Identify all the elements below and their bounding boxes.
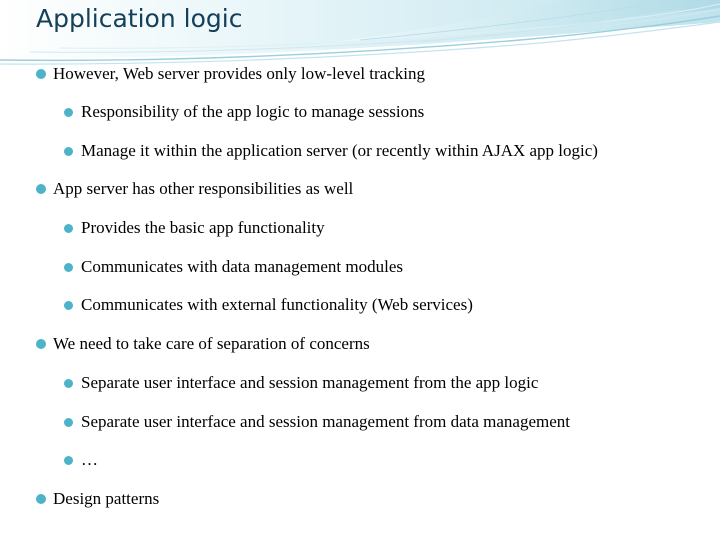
- bullet-dot-icon: [64, 301, 73, 310]
- sub-bullet-text: Separate user interface and session management from the app logic: [81, 373, 539, 392]
- bullet-dot-icon: [36, 494, 46, 504]
- sub-bullet-text: Manage it within the application server (or recently within AJAX app logic): [81, 141, 598, 160]
- sub-bullet-item: [64, 100, 424, 124]
- bullet-dot-icon: [64, 379, 73, 388]
- bullet-text: Design patterns: [53, 489, 160, 508]
- bullet-item: [36, 487, 159, 511]
- bullet-dot-icon: [36, 69, 46, 79]
- bullet-dot-icon: [64, 263, 73, 272]
- sub-bullet-text: …: [81, 450, 98, 469]
- bullet-dot-icon: [36, 184, 46, 194]
- slide-title: Application logic: [36, 4, 243, 33]
- bullet-item: [36, 62, 425, 86]
- bullet-dot-icon: [64, 147, 73, 156]
- sub-bullet-item: [64, 371, 538, 395]
- bullet-item: [36, 332, 370, 356]
- bullet-dot-icon: [64, 456, 73, 465]
- bullet-text: However, Web server provides only low-level tracking: [53, 64, 425, 83]
- bullet-text: We need to take care of separation of concerns: [53, 334, 370, 353]
- bullet-dot-icon: [64, 418, 73, 427]
- sub-bullet-text: Communicates with external functionality (Web services): [81, 295, 473, 314]
- sub-bullet-item: [64, 255, 403, 279]
- sub-bullet-item: [64, 293, 473, 317]
- sub-bullet-text: Separate user interface and session management from data management: [81, 412, 571, 431]
- bullet-dot-icon: [36, 339, 46, 349]
- sub-bullet-text: Responsibility of the app logic to manage sessions: [81, 102, 425, 121]
- sub-bullet-item: [64, 448, 98, 472]
- bullet-text: App server has other responsibilities as well: [53, 179, 354, 198]
- bullet-dot-icon: [64, 108, 73, 117]
- sub-bullet-item: [64, 410, 570, 434]
- bullet-dot-icon: [64, 224, 73, 233]
- sub-bullet-text: Communicates with data management modules: [81, 257, 403, 276]
- bullet-item: [36, 177, 353, 201]
- sub-bullet-item: [64, 216, 325, 240]
- sub-bullet-text: Provides the basic app functionality: [81, 218, 325, 237]
- sub-bullet-item: [64, 139, 598, 163]
